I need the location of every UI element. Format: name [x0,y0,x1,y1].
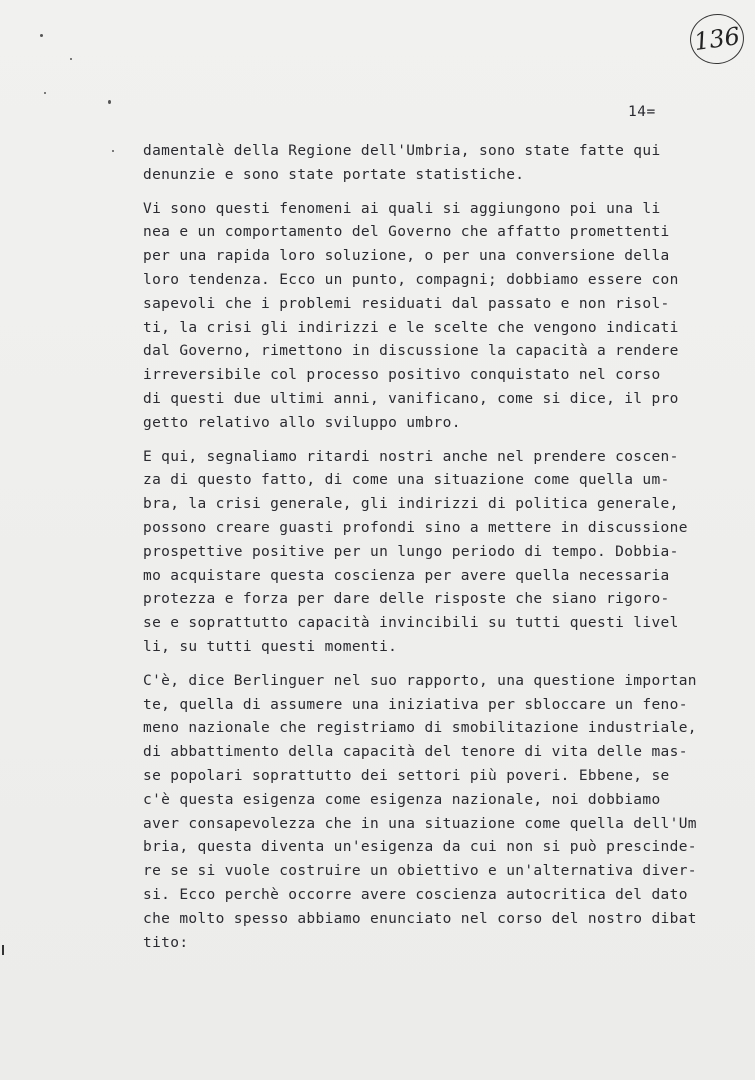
text-line: aver consapevolezza che in una situazione come quella dell'Um [143,815,697,832]
text-line: za di questo fatto, di come una situazione come quella um- [143,472,670,489]
scan-edge-mark [2,945,4,955]
text-line: te, quella di assumere una iniziativa per sbloccare un feno- [143,696,688,713]
text-line: di abbattimento della capacità del tenore di vita delle mas- [143,744,688,761]
text-line: per una rapida loro soluzione, o per una conversione della [143,248,670,265]
text-line: nea e un comportamento del Governo che affatto promettenti [143,224,670,241]
text-line: denunzie e sono state portate statistiche. [143,166,525,183]
text-line: tito: [143,934,189,951]
text-line: se e soprattutto capacità invincibili su tutti questi livel [143,615,679,632]
text-line: che molto spesso abbiamo enunciato nel corso del nostro dibat [143,910,697,927]
text-line: si. Ecco perchè occorre avere coscienza autocritica del dato [143,886,688,903]
text-line: c'è questa esigenza come esigenza nazionale, noi dobbiamo [143,791,661,808]
text-line: se popolari soprattutto dei settori più poveri. Ebbene, se [143,767,670,784]
text-line: di questi due ultimi anni, vanificano, come si dice, il pro [143,390,679,407]
text-line: prospettive positive per un lungo periodo di tempo. Dobbia- [143,543,679,560]
text-line: C'è, dice Berlinguer nel suo rapporto, una questione importan [143,672,697,689]
text-line: getto relativo allo sviluppo umbro. [143,414,461,431]
text-line: re se si vuole costruire un obiettivo e un'alternativa diver- [143,863,697,880]
text-line: li, su tutti questi momenti. [143,638,398,655]
text-line: sapevoli che i problemi residuati dal passato e non risol- [143,295,670,312]
text-line: loro tendenza. Ecco un punto, compagni; dobbiamo essere con [143,271,679,288]
paper-speck [108,100,111,104]
text-line: mo acquistare questa coscienza per avere quella necessaria [143,567,670,584]
paper-speck [112,150,114,152]
text-line: Vi sono questi fenomeni ai quali si aggiungono poi una li [143,200,661,217]
text-line: bra, la crisi generale, gli indirizzi di politica generale, [143,496,679,513]
text-line: E qui, segnaliamo ritardi nostri anche nel prendere coscen- [143,448,679,465]
text-line: bria, questa diventa un'esigenza da cui non si può prescinde- [143,839,697,856]
text-line: damentalè della Regione dell'Umbria, sono state fatte qui [143,143,661,159]
page-number: 14= [628,104,656,120]
paragraph [143,670,723,956]
text-line: irreversibile col processo positivo conquistato nel corso [143,367,661,384]
text-line: meno nazionale che registriamo di smobilitazione industriale, [143,720,697,737]
text-line: ti, la crisi gli indirizzi e le scelte che vengono indicati [143,319,679,336]
paragraph [143,198,723,436]
archive-page-stamp: 136 [687,10,747,67]
text-line: protezza e forza per dare delle risposte che siano rigoro- [143,591,670,608]
letter-body [143,140,723,965]
paper-speck [44,92,46,94]
paragraph [143,140,723,188]
paper-speck [70,58,72,60]
paper-speck [40,34,43,37]
text-line: possono creare guasti profondi sino a mettere in discussione [143,519,688,536]
paragraph [143,446,723,660]
text-line: dal Governo, rimettono in discussione la capacità a rendere [143,343,679,360]
